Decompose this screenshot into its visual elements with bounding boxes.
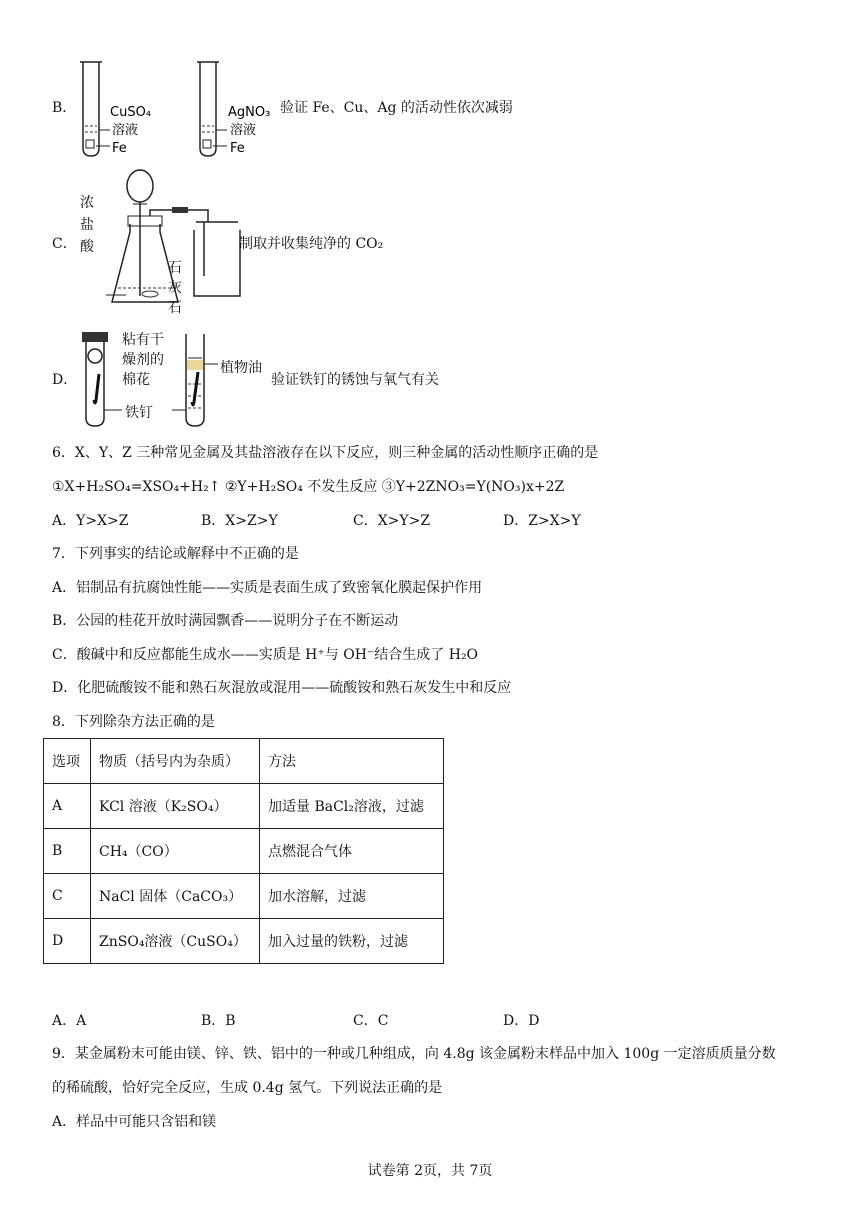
q8-option-a[interactable]: A．A: [52, 1013, 87, 1029]
test-tube-2: [200, 62, 216, 156]
table-header-row: [44, 739, 444, 784]
iron-nail-right: [192, 372, 198, 405]
q9-option-a[interactable]: A．样品中可能只含铝和镁: [52, 1114, 217, 1130]
iron-nail-left: [94, 374, 99, 403]
option-b-letter: B．: [52, 100, 77, 116]
tube2-solution: 溶液: [230, 123, 257, 138]
q9-stem-line2: 的稀硫酸，恰好完全反应，生成 0.4g 氢气。下列说法正确的是: [52, 1080, 443, 1096]
q6-option-a[interactable]: A．Y>X>Z: [52, 513, 129, 529]
table-row: [44, 829, 444, 874]
header-method: 方法: [260, 739, 444, 784]
row-b-option: B: [44, 829, 91, 874]
cotton-ball: [88, 349, 102, 363]
row-c-substance: NaCl 固体（CaCO₃）: [91, 874, 260, 919]
q8-stem: 8．下列除杂方法正确的是: [52, 714, 215, 730]
table-row: [44, 874, 444, 919]
nail-label: 铁钉: [125, 405, 153, 421]
row-c-option: C: [44, 874, 91, 919]
q8-table: [43, 738, 444, 964]
page-footer: 试卷第 2页，共 7页: [367, 1163, 493, 1179]
tube2-metal: Fe: [230, 141, 245, 156]
option-c-text: 制取并收集纯净的 CO₂: [239, 236, 384, 252]
option-b-text: 验证 Fe、Cu、Ag 的活动性依次减弱: [280, 100, 513, 116]
header-option: 选项: [44, 739, 91, 784]
oil-label: 植物油: [220, 360, 262, 376]
q8-option-b[interactable]: B．B: [201, 1013, 236, 1029]
q7-option-b[interactable]: B．公园的桂花开放时满园飘香——说明分子在不断运动: [52, 613, 399, 629]
q6-stem: 6．X、Y、Z 三种常见金属及其盐溶液存在以下反应，则三种金属的活动性顺序正确的是: [52, 445, 599, 461]
q6-option-c[interactable]: C．X>Y>Z: [353, 513, 431, 529]
row-b-substance: CH₄（CO）: [91, 829, 260, 874]
test-tube-right: [186, 334, 204, 426]
q6-option-d[interactable]: D．Z>X>Y: [503, 513, 581, 529]
row-b-method: 点燃混合气体: [260, 829, 444, 874]
iron-piece-2: [203, 140, 211, 148]
table-row: [44, 919, 444, 964]
cotton-label: 粘有干 燥剂的 棉花: [122, 332, 164, 388]
test-tube-1: [83, 62, 99, 156]
row-a-method: 加适量 BaCl₂溶液，过滤: [260, 784, 444, 829]
table-row: [44, 784, 444, 829]
q7-option-d[interactable]: D．化肥硫酸铵不能和熟石灰混放或混用——硫酸铵和熟石灰发生中和反应: [52, 680, 512, 696]
test-tubes-diagram: [70, 56, 290, 166]
tube1-reagent: CuSO₄: [110, 105, 152, 120]
option-d-text: 验证铁钉的锈蚀与氧气有关: [271, 372, 439, 388]
q7-option-a[interactable]: A．铝制品有抗腐蚀性能——实质是表面生成了致密氧化膜起保护作用: [52, 580, 483, 596]
rust-experiment-diagram: [80, 330, 280, 430]
co2-apparatus-diagram: [78, 166, 248, 318]
tube2-reagent: AgNO₃: [228, 105, 271, 120]
oil-layer: [187, 360, 203, 370]
row-a-option: A: [44, 784, 91, 829]
gas-collecting-bottle: [194, 230, 240, 296]
row-d-substance: ZnSO₄溶液（CuSO₄）: [91, 919, 260, 964]
tube1-solution: 溶液: [112, 123, 139, 138]
option-c-letter: C．: [52, 236, 77, 252]
row-a-substance: KCl 溶液（K₂SO₄）: [91, 784, 260, 829]
limestone-label: 石 灰 石: [168, 260, 182, 316]
q8-option-d[interactable]: D．D: [503, 1013, 540, 1029]
rubber-stopper: [82, 332, 108, 342]
q7-option-c[interactable]: C．酸碱中和反应都能生成水——实质是 H⁺与 OH⁻结合生成了 H₂O: [52, 647, 479, 663]
option-d-letter: D．: [52, 372, 78, 388]
row-c-method: 加水溶解，过滤: [260, 874, 444, 919]
row-d-method: 加入过量的铁粉，过滤: [260, 919, 444, 964]
q9-stem-line1: 9．某金属粉末可能由镁、锌、铁、铝中的一种或几种组成，向 4.8g 该金属粉末样品中加入 100g 一定溶质质量分数: [52, 1046, 776, 1062]
q8-option-c[interactable]: C．C: [353, 1013, 389, 1029]
iron-piece-1: [86, 140, 94, 148]
separatory-funnel: [127, 170, 153, 202]
acid-label: 浓 盐 酸: [80, 195, 94, 255]
q6-option-b[interactable]: B．X>Z>Y: [201, 513, 278, 529]
row-d-option: D: [44, 919, 91, 964]
tube1-metal: Fe: [112, 141, 127, 156]
header-substance: 物质（括号内为杂质）: [91, 739, 260, 784]
q6-reactions: ①X+H₂SO₄=XSO₄+H₂↑ ②Y+H₂SO₄ 不发生反应 ③Y+2ZNO₃=Y(NO₃)x+2Z: [52, 479, 565, 495]
q7-stem: 7．下列事实的结论或解释中不正确的是: [52, 546, 299, 562]
